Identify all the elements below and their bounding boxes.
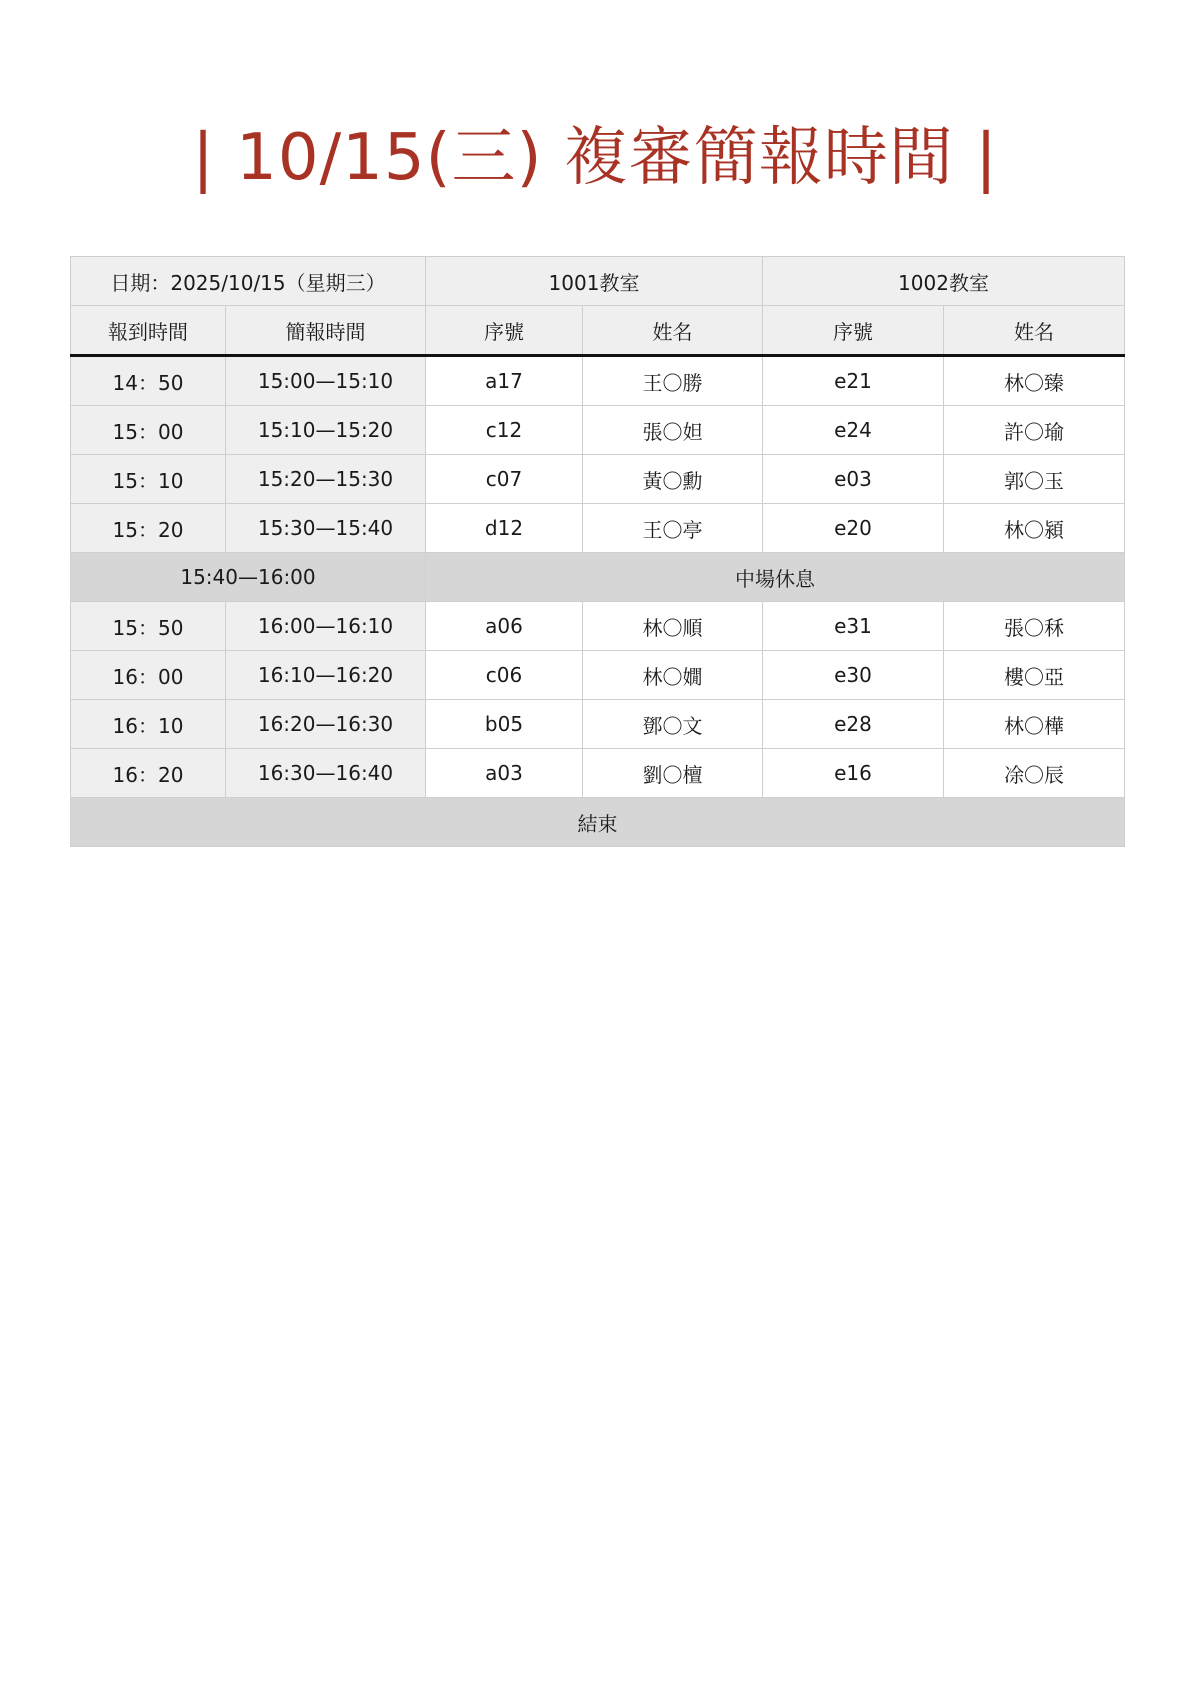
room1-name: 王〇亭	[583, 504, 763, 553]
table-row	[71, 406, 1125, 455]
header-row-columns	[71, 306, 1125, 356]
room2-number: e21	[763, 356, 944, 406]
room1-name: 王〇勝	[583, 356, 763, 406]
end-row	[71, 798, 1125, 847]
room1-name: 鄧〇文	[583, 700, 763, 749]
checkin-time: 15：20	[71, 504, 226, 553]
room2-name: 林〇潁	[944, 504, 1125, 553]
room2-name: 許〇瑜	[944, 406, 1125, 455]
room1-number: c06	[426, 651, 583, 700]
col-header-num1: 序號	[426, 306, 583, 356]
col-header-name2: 姓名	[944, 306, 1125, 356]
room2-name: 林〇樺	[944, 700, 1125, 749]
checkin-time: 15：50	[71, 602, 226, 651]
header-row-rooms	[71, 257, 1125, 306]
col-header-name1: 姓名	[583, 306, 763, 356]
col-header-num2: 序號	[763, 306, 944, 356]
table-row	[71, 356, 1125, 406]
page-title: | 10/15(三) 複審簡報時間 |	[192, 121, 998, 195]
table-row	[71, 455, 1125, 504]
room1-header: 1001教室	[426, 257, 763, 306]
room1-number: c07	[426, 455, 583, 504]
room2-number: e28	[763, 700, 944, 749]
room2-name: 凃〇辰	[944, 749, 1125, 798]
room2-number: e16	[763, 749, 944, 798]
checkin-time: 16：20	[71, 749, 226, 798]
room1-number: c12	[426, 406, 583, 455]
room2-number: e03	[763, 455, 944, 504]
room1-number: d12	[426, 504, 583, 553]
checkin-time: 14：50	[71, 356, 226, 406]
room2-name: 林〇臻	[944, 356, 1125, 406]
room1-name: 黃〇勳	[583, 455, 763, 504]
date-cell: 日期：2025/10/15（星期三）	[71, 257, 426, 306]
present-time: 16:20—16:30	[226, 700, 426, 749]
room2-number: e20	[763, 504, 944, 553]
table-row	[71, 651, 1125, 700]
table-row	[71, 602, 1125, 651]
break-label: 中場休息	[426, 553, 1125, 602]
room2-name: 樓〇亞	[944, 651, 1125, 700]
table-row	[71, 504, 1125, 553]
room1-name: 林〇順	[583, 602, 763, 651]
present-time: 15:10—15:20	[226, 406, 426, 455]
room2-name: 郭〇玉	[944, 455, 1125, 504]
room1-number: a03	[426, 749, 583, 798]
room2-number: e24	[763, 406, 944, 455]
checkin-time: 15：00	[71, 406, 226, 455]
room2-header: 1002教室	[763, 257, 1125, 306]
room1-name: 張〇妲	[583, 406, 763, 455]
room1-number: b05	[426, 700, 583, 749]
present-time: 16:30—16:40	[226, 749, 426, 798]
table-row	[71, 700, 1125, 749]
present-time: 16:10—16:20	[226, 651, 426, 700]
room1-number: a17	[426, 356, 583, 406]
present-time: 15:00—15:10	[226, 356, 426, 406]
checkin-time: 16：00	[71, 651, 226, 700]
break-row	[71, 553, 1125, 602]
room2-number: e31	[763, 602, 944, 651]
present-time: 15:20—15:30	[226, 455, 426, 504]
schedule-table	[70, 256, 1125, 847]
end-label: 結束	[71, 798, 1125, 847]
table-row	[71, 749, 1125, 798]
checkin-time: 15：10	[71, 455, 226, 504]
present-time: 16:00—16:10	[226, 602, 426, 651]
checkin-time: 16：10	[71, 700, 226, 749]
present-time: 15:30—15:40	[226, 504, 426, 553]
col-header-present: 簡報時間	[226, 306, 426, 356]
col-header-checkin: 報到時間	[71, 306, 226, 356]
break-time: 15:40—16:00	[71, 553, 426, 602]
room2-number: e30	[763, 651, 944, 700]
room1-name: 林〇嫺	[583, 651, 763, 700]
room1-number: a06	[426, 602, 583, 651]
room2-name: 張〇秝	[944, 602, 1125, 651]
room1-name: 劉〇檀	[583, 749, 763, 798]
